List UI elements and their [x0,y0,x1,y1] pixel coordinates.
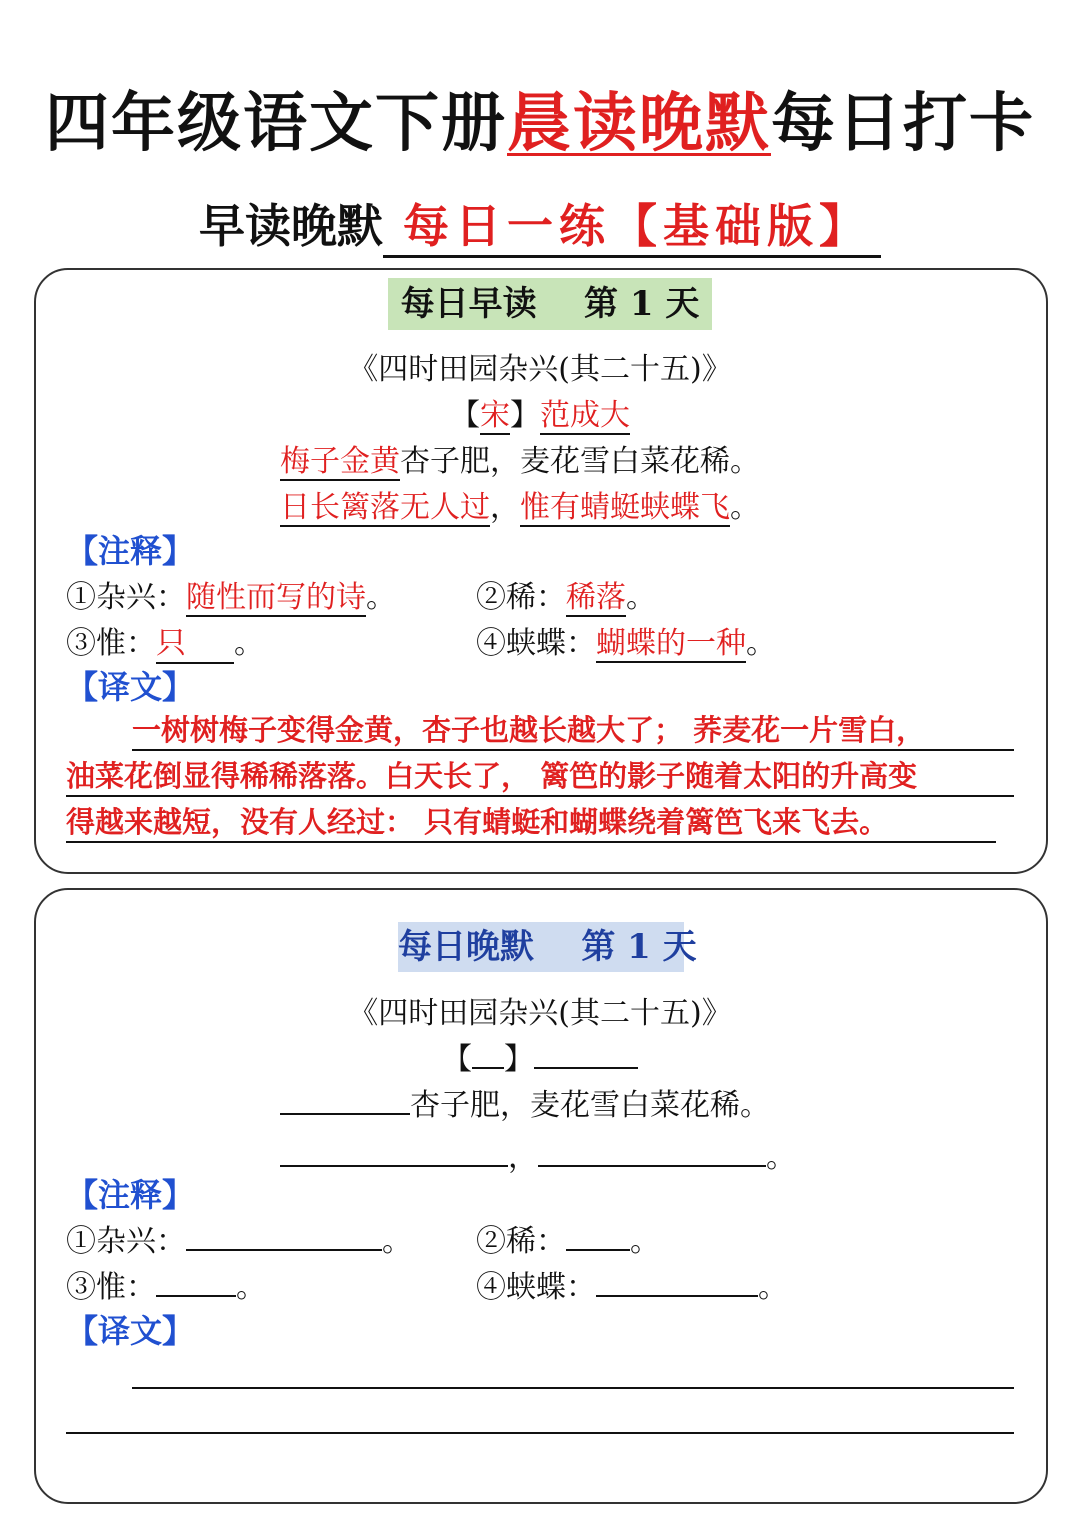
note1-label: ①杂兴： [66,1224,186,1259]
evening-notes-label: 【注释】 [66,1176,195,1214]
period: 。 [236,1270,266,1305]
note4-blank[interactable] [596,1267,758,1297]
title-prefix: 四年级语文下册 [45,87,507,161]
verse2-blank-2[interactable] [538,1137,766,1167]
dynasty-blank[interactable] [472,1039,504,1069]
note3-label: ③惟： [66,626,156,661]
evening-verse-line-1 [280,1080,770,1124]
verse1-rest: 杏子肥，麦花雪白菜花稀。 [400,444,760,479]
note1-label: ①杂兴： [66,580,186,615]
note2-label: ②稀： [476,1224,566,1259]
evening-note-2 [476,1216,660,1260]
title-suffix: 每日打卡 [771,87,1035,161]
note3-answer: 只 [156,618,234,664]
subtitle-prefix: 早读晚默 [199,199,383,253]
morning-dynasty: 宋 [480,398,510,433]
morning-note-2 [476,572,656,616]
note2-blank[interactable] [566,1221,630,1251]
note4-label: ④蛱蝶： [476,626,596,661]
evening-verse1-rest: 杏子肥，麦花雪白菜花稀。 [410,1088,770,1123]
verse2-sep: ， [490,490,520,525]
comma: ， [508,1140,538,1175]
title-highlight: 晨读晚默 [507,87,771,161]
morning-author: 范成大 [540,398,630,433]
translation-blank-line-2[interactable] [66,1432,1014,1434]
verse2-part1: 日长篱落无人过 [280,490,490,525]
morning-poem-title: 《四时田园杂兴(其二十五)》 [348,352,732,387]
note1-answer: 随性而写的诗 [186,580,366,615]
evening-note-3 [66,1262,266,1306]
morning-note-4 [476,618,776,662]
verse2-end: 。 [730,490,760,525]
morning-note-3 [66,618,264,664]
evening-note-4 [476,1262,788,1306]
morning-translation-line-3: 得越来越短，没有人经过： 只有蜻蜓和蝴蝶绕着篱笆飞来飞去。 [66,800,996,843]
period: 。 [766,1140,796,1175]
note3-label: ③惟： [66,1270,156,1305]
verse1-answer: 梅子金黄 [280,444,400,479]
period: 。 [234,626,264,661]
evening-note-1 [66,1216,412,1260]
morning-translation-line-2: 油菜花倒显得稀稀落落。白天长了， 篱笆的影子随着太阳的升高变 [66,754,1014,797]
period: 。 [630,1224,660,1259]
note2-answer: 稀落 [566,580,626,615]
evening-badge: 每日晚默 第 1 天 [398,922,684,972]
sub-title [0,190,1080,256]
note4-answer: 蝴蝶的一种 [596,626,746,661]
morning-author-line: 【宋】范成大 [450,398,630,433]
author-blank[interactable] [534,1039,638,1069]
evening-verse-line-2 [280,1132,796,1176]
note2-label: ②稀： [476,580,566,615]
evening-poem-title: 《四时田园杂兴(其二十五)》 [348,996,732,1031]
morning-notes-label: 【注释】 [66,532,195,570]
period: 。 [758,1270,788,1305]
translation-blank-line-1[interactable] [132,1387,1014,1389]
morning-badge: 每日早读 第 1 天 [388,278,712,330]
subtitle-highlight: 每日一练【基础版】 [383,199,881,258]
note1-blank[interactable] [186,1221,382,1251]
verse2-part2: 惟有蜻蜓蛱蝶飞 [520,490,730,525]
morning-note-1 [66,572,396,616]
morning-verse-line-2 [280,482,760,526]
note4-label: ④蛱蝶： [476,1270,596,1305]
verse2-blank-1[interactable] [280,1137,508,1167]
evening-author-line [0,1034,1080,1078]
period: 。 [746,626,776,661]
bracket-close: 】 [504,1042,534,1077]
evening-translation-label: 【译文】 [66,1312,195,1350]
page-title [0,72,1080,164]
morning-verse-line-1 [280,436,760,480]
period: 。 [366,580,396,615]
bracket-open: 【 [442,1042,472,1077]
period: 。 [382,1224,412,1259]
morning-translation-label: 【译文】 [66,668,195,706]
period: 。 [626,580,656,615]
verse1-blank[interactable] [280,1085,410,1115]
morning-translation-line-1: 一树树梅子变得金黄，杏子也越长越大了； 荞麦花一片雪白， [132,708,1014,751]
note3-blank[interactable] [156,1267,236,1297]
